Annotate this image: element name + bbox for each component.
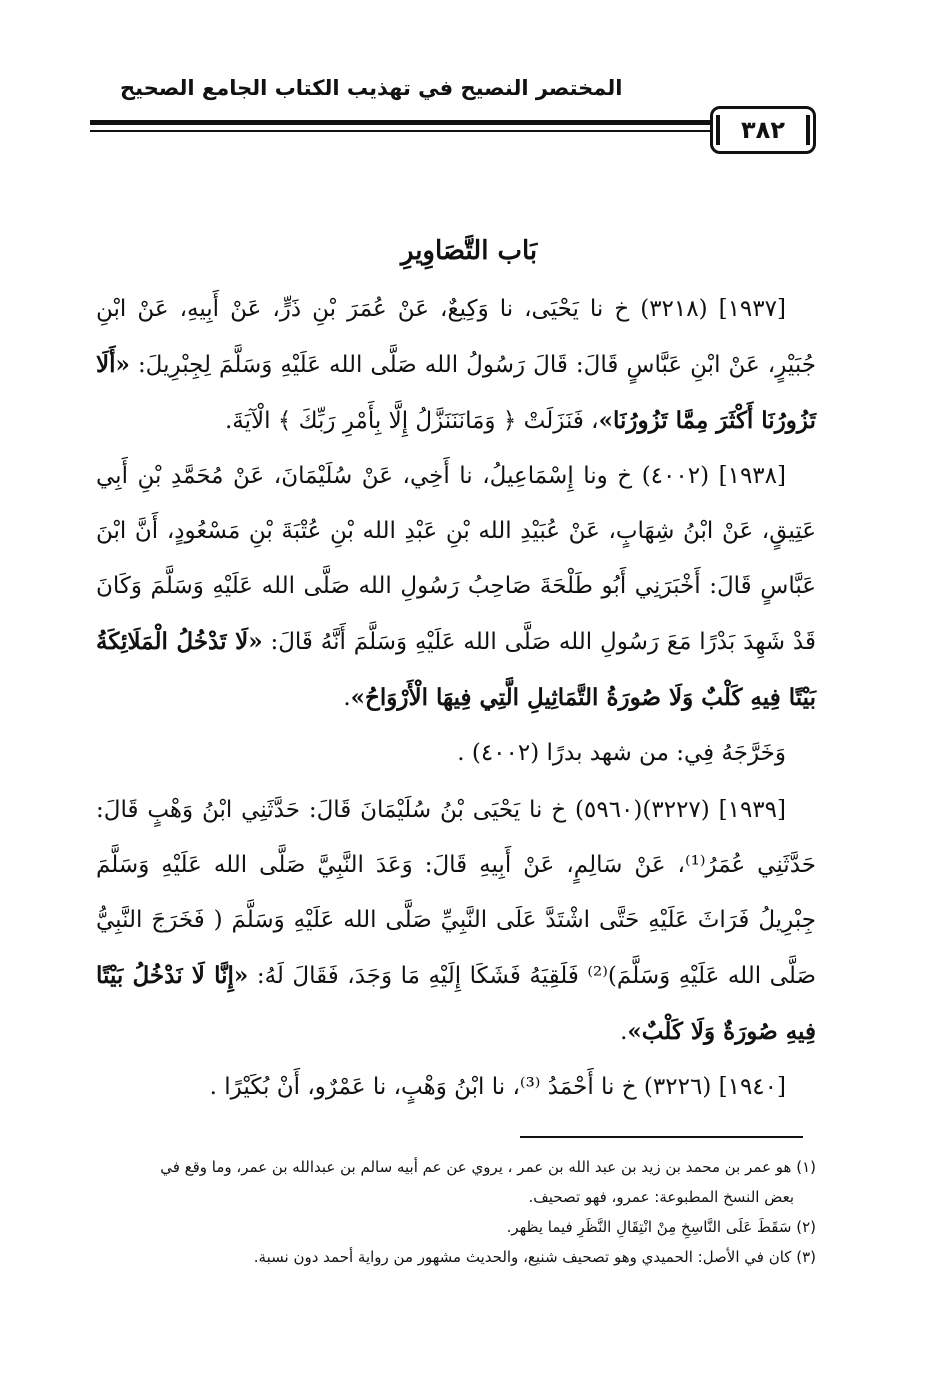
page-number: ٣٨٢: [710, 106, 816, 154]
footnote-2: (٢) سَقَطَ عَلَى النَّاسِخِ مِنْ انْتِقَالِ النَّظَرِ فيما يظهر.: [506, 1218, 816, 1236]
cross-reference-text: وَخَرَّجَهُ فِي: من شهد بدرًا (٤٠٠٢) .: [457, 740, 786, 766]
hadith-quote: «لَا تَدْخُلُ الْمَلَائِكَةُ بَيْتًا فِيهِ كَلْبٌ وَلَا صُورَةُ التَّمَاثِيلِ الَّتِي فِيهَا الْأَرْوَاحُ»: [96, 628, 816, 711]
hadith-quote: «إِنَّا لَا نَدْخُلُ بَيْتًا فِيهِ صُورَةٌ وَلَا كَلْبٌ»: [96, 962, 816, 1045]
hadith-text: [١٩٤٠] (٣٢٢٦) خ نا أَحْمَدُ ⁽³⁾، نا ابْنُ وَهْبٍ، نا عَمْرٌو، أَنْ بُكَيْرًا .: [209, 1074, 786, 1100]
hadith-tail: .: [343, 685, 351, 711]
page-header: [60, 70, 880, 170]
main-text: [96, 282, 816, 1115]
footnotes: [76, 1152, 816, 1272]
running-title: المختصر النصيح في تهذيب الكتاب الجامع الصحيح: [120, 76, 623, 100]
hadith-quote: «أَلَا تَزُورُنَا أَكْثَرَ مِمَّا تَزُورُنَا»: [96, 351, 816, 434]
footnote-3: (٣) كان في الأصل: الحميدي وهو تصحيف شنيع، والحديث مشهور من رواية أحمد دون نسبة.: [253, 1248, 816, 1266]
cross-reference: [96, 726, 816, 781]
hadith-text: [١٩٣٨] (٤٠٠٢) خ ونا إِسْمَاعِيلُ، نا أَخِي، عَنْ سُلَيْمَانَ، عَنْ مُحَمَّدِ بْنِ أَبِي عَتِيقٍ، عَنْ ابْنُ شِهَابٍ، عَنْ عُبَيْدِ الله بْنِ عَبْدِ الله بْنِ عُتْبَةَ بْنِ مَسْعُودٍ، أَنَّ ابْنَ عَبَّاسٍ قَالَ: أَخْبَرَنِي أَبُو طَلْحَةَ صَاحِبُ رَسُولِ الله صَلَّى الله عَلَيْهِ وَسَلَّمَ وَكَانَ قَدْ شَهِدَ بَدْرًا مَعَ رَسُولِ الله صَلَّى الله عَلَيْهِ وَسَلَّمَ أَنَّهُ قَالَ:: [96, 463, 817, 655]
footnote-divider: [520, 1136, 803, 1138]
hadith-tail: .: [620, 1019, 628, 1045]
hadith-1940: [96, 1060, 816, 1115]
hadith-1938: [96, 449, 816, 726]
header-rule-thin: [90, 130, 720, 132]
hadith-1939: [96, 783, 816, 1060]
hadith-1937: [96, 282, 816, 449]
header-rule-thick: [90, 120, 720, 125]
hadith-text: [١٩٣٧] (٣٢١٨) خ نا يَحْيَى، نا وَكِيعٌ، عَنْ عُمَرَ بْنِ ذَرٍّ، عَنْ أَبِيهِ، عَنْ ابْنِ جُبَيْرٍ، عَنْ ابْنِ عَبَّاسٍ قَالَ: قَالَ رَسُولُ الله صَلَّى الله عَلَيْهِ وَسَلَّمَ لِجِبْرِيلَ:: [96, 296, 816, 378]
footnote-1: (١) هو عمر بن محمد بن زيد بن عبد الله بن عمر ، يروي عن عم أبيه سالم بن عبدالله بن عمر، وما وقع في: [160, 1158, 816, 1176]
hadith-text: [١٩٣٩] (٣٢٢٧)(٥٩٦٠) خ نا يَحْيَى بْنُ سُلَيْمَانَ قَالَ: حَدَّثَنِي ابْنُ وَهْبٍ قَالَ: حَدَّثَنِي عُمَرُ⁽¹⁾، عَنْ سَالِمٍ، عَنْ أَبِيهِ قَالَ: وَعَدَ النَّبِيَّ صَلَّى الله عَلَيْهِ وَسَلَّمَ جِبْرِيلُ فَرَاثَ عَلَيْهِ حَتَّى اشْتَدَّ عَلَى النَّبِيِّ صَلَّى الله عَلَيْهِ وَسَلَّمَ ( فَخَرَجَ النَّبِيُّ صَلَّى الله عَلَيْهِ وَسَلَّمَ)⁽²⁾ فَلَقِيَهُ فَشَكَا إِلَيْهِ مَا وَجَدَ، فَقَالَ لَهُ:: [96, 797, 816, 989]
chapter-title: بَاب التَّصَاوِيرِ: [400, 236, 538, 266]
hadith-tail: ، فَنَزَلَتْ ﴿ وَمَانَنَنَزَّلُ إِلَّا بِأَمْرِ رَبِّكَ ﴾ الْآيَةَ.: [225, 408, 599, 434]
footnote-1-continued: بعض النسخ المطبوعة: عمرو، فهو تصحيف.: [528, 1188, 794, 1206]
